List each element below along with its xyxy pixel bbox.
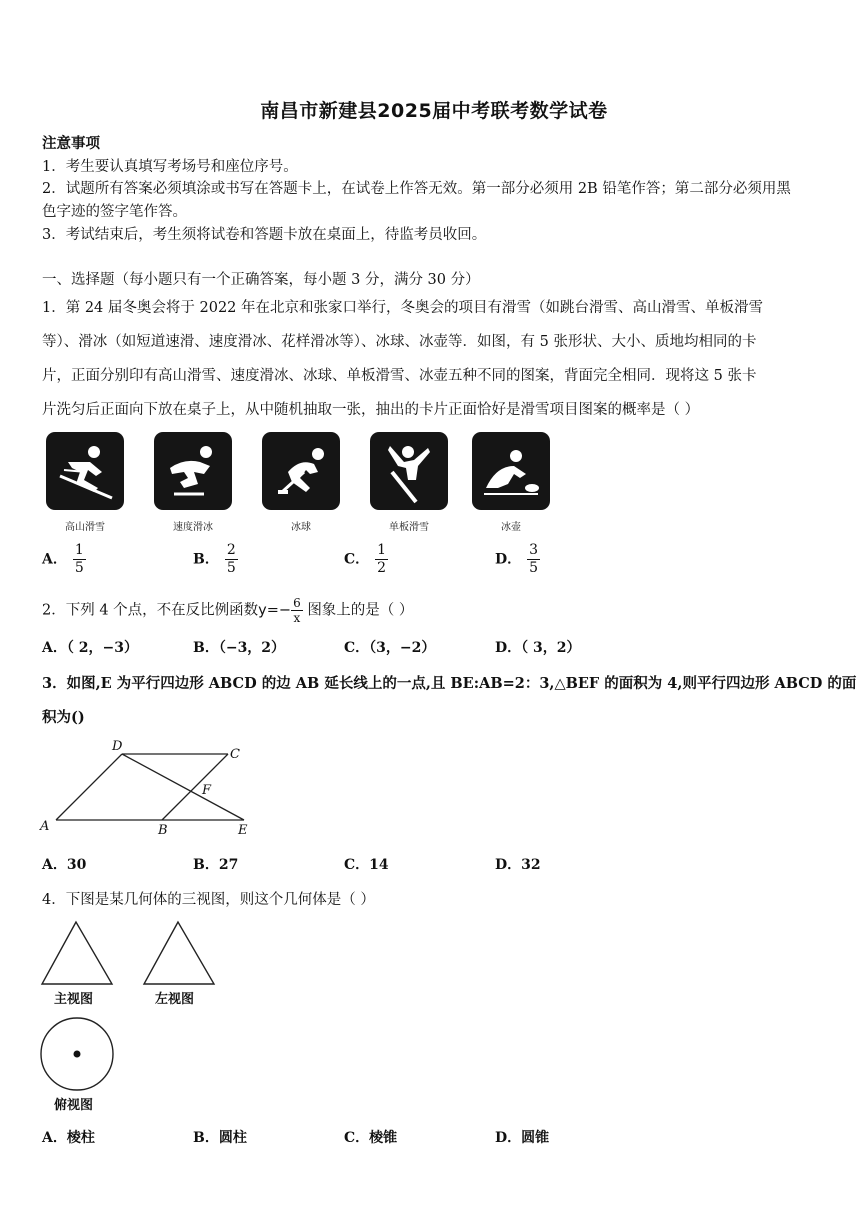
q3-option-a[interactable]: A．30 — [42, 857, 87, 873]
front-view-label: 主视图 — [54, 992, 94, 1007]
point-label-e: E — [238, 823, 248, 838]
q3-text-line: 积为() — [42, 709, 85, 726]
point-label-a: A — [40, 819, 50, 834]
snowboard-card — [370, 432, 448, 510]
q1-option-b[interactable]: B． $\frac{2}{5}$ — [193, 542, 236, 576]
side-view-triangle — [138, 918, 218, 988]
front-view-triangle — [38, 918, 118, 988]
q4-option-b[interactable]: B．圆柱 — [193, 1130, 247, 1146]
top-view-label: 俯视图 — [54, 1098, 94, 1113]
q4-option-c[interactable]: C．棱锥 — [344, 1130, 398, 1146]
ice-hockey-icon — [262, 432, 340, 510]
q1-option-a[interactable]: A． $\frac{1}{5}$ — [42, 542, 84, 576]
q1-text-line: 片洗匀后正面向下放在桌子上，从中随机抽取一张，抽出的卡片正面恰好是滑雪项目图案的概率是（ ） — [42, 402, 700, 418]
notice-item: 3．考试结束后，考生须将试卷和答题卡放在桌面上，待监考员收回。 — [42, 227, 487, 243]
side-view-label: 左视图 — [155, 992, 195, 1007]
notice-item: 色字迹的签字笔作答。 — [42, 204, 187, 220]
q2-option-b[interactable]: B．（−3，2） — [193, 640, 286, 656]
page-title: 南昌市新建县2025届中考联考数学试卷 — [260, 100, 608, 122]
card-caption: 冰球 — [291, 522, 311, 533]
edge-ad — [56, 754, 122, 820]
point-label-f: F — [202, 783, 212, 798]
q3-option-c[interactable]: C．14 — [344, 857, 389, 873]
q2-option-d[interactable]: D．（ 3，2） — [495, 640, 581, 656]
ice-hockey-card — [262, 432, 340, 510]
q1-text-line: 等）、滑冰（如短道速滑、速度滑冰、花样滑冰等）、冰球、冰壶等．如图，有 5 张形状、大小、质地均相同的卡 — [42, 334, 757, 350]
point-label-d: D — [112, 739, 123, 754]
q1-text-line: 片，正面分别印有高山滑雪、速度滑冰、冰球、单板滑雪、冰壶五种不同的图案，背面完全相同．现将这 5 张卡 — [42, 368, 757, 384]
snowboard-icon — [370, 432, 448, 510]
q4-option-a[interactable]: A．棱柱 — [42, 1130, 95, 1146]
curling-icon — [472, 432, 550, 510]
speed-skating-card — [154, 432, 232, 510]
edge-de — [122, 754, 244, 820]
q1-option-d[interactable]: D． $\frac{3}{5}$ — [495, 542, 539, 576]
notice-item: 1．考生要认真填写考场号和座位序号。 — [42, 159, 298, 175]
card-caption: 单板滑雪 — [389, 522, 429, 533]
parallelogram-diagram — [30, 736, 270, 840]
q1-text-line: 1．第 24 届冬奥会将于 2022 年在北京和张家口举行，冬奥会的项目有滑雪（如跳台滑雪、高山滑雪、单板滑雪 — [42, 300, 764, 316]
curling-card — [472, 432, 550, 510]
section-heading: 一、选择题（每小题只有一个正确答案，每小题 3 分，满分 30 分） — [42, 272, 480, 288]
q3-option-d[interactable]: D．32 — [495, 857, 541, 873]
q1-option-c[interactable]: C． $\frac{1}{2}$ — [344, 542, 387, 576]
alpine-skiing-card — [46, 432, 124, 510]
card-caption: 速度滑冰 — [173, 522, 213, 533]
q4-option-d[interactable]: D．圆锥 — [495, 1130, 550, 1146]
card-caption: 高山滑雪 — [65, 522, 105, 533]
speed-skating-icon — [154, 432, 232, 510]
top-view-circle — [38, 1016, 118, 1094]
q2-text: 2．下列 4 个点，不在反比例函数y=− $\frac{6}{x}$ 图象上的是（ ） — [42, 596, 414, 625]
notice-heading: 注意事项 — [42, 135, 100, 152]
card-caption: 冰壶 — [501, 522, 521, 533]
q2-option-c[interactable]: C．（3，−2） — [344, 640, 436, 656]
q3-text-line: 3．如图,E 为平行四边形 ABCD 的边 AB 延长线上的一点,且 BE:AB=2：3,△BEF 的面积为 4,则平行四边形 ABCD 的面 — [42, 675, 857, 692]
q2-option-a[interactable]: A．（ 2，−3） — [42, 640, 138, 656]
q4-text: 4．下图是某几何体的三视图，则这个几何体是（ ） — [42, 892, 375, 908]
point-label-c: C — [230, 747, 240, 762]
notice-item: 2．试题所有答案必须填涂或书写在答题卡上，在试卷上作答无效。第一部分必须用 2B 铅笔作答；第二部分必须用黑 — [42, 181, 791, 197]
point-label-b: B — [158, 823, 168, 838]
edge-cb — [162, 754, 228, 820]
alpine-skiing-icon — [46, 432, 124, 510]
q3-option-b[interactable]: B．27 — [193, 857, 239, 873]
